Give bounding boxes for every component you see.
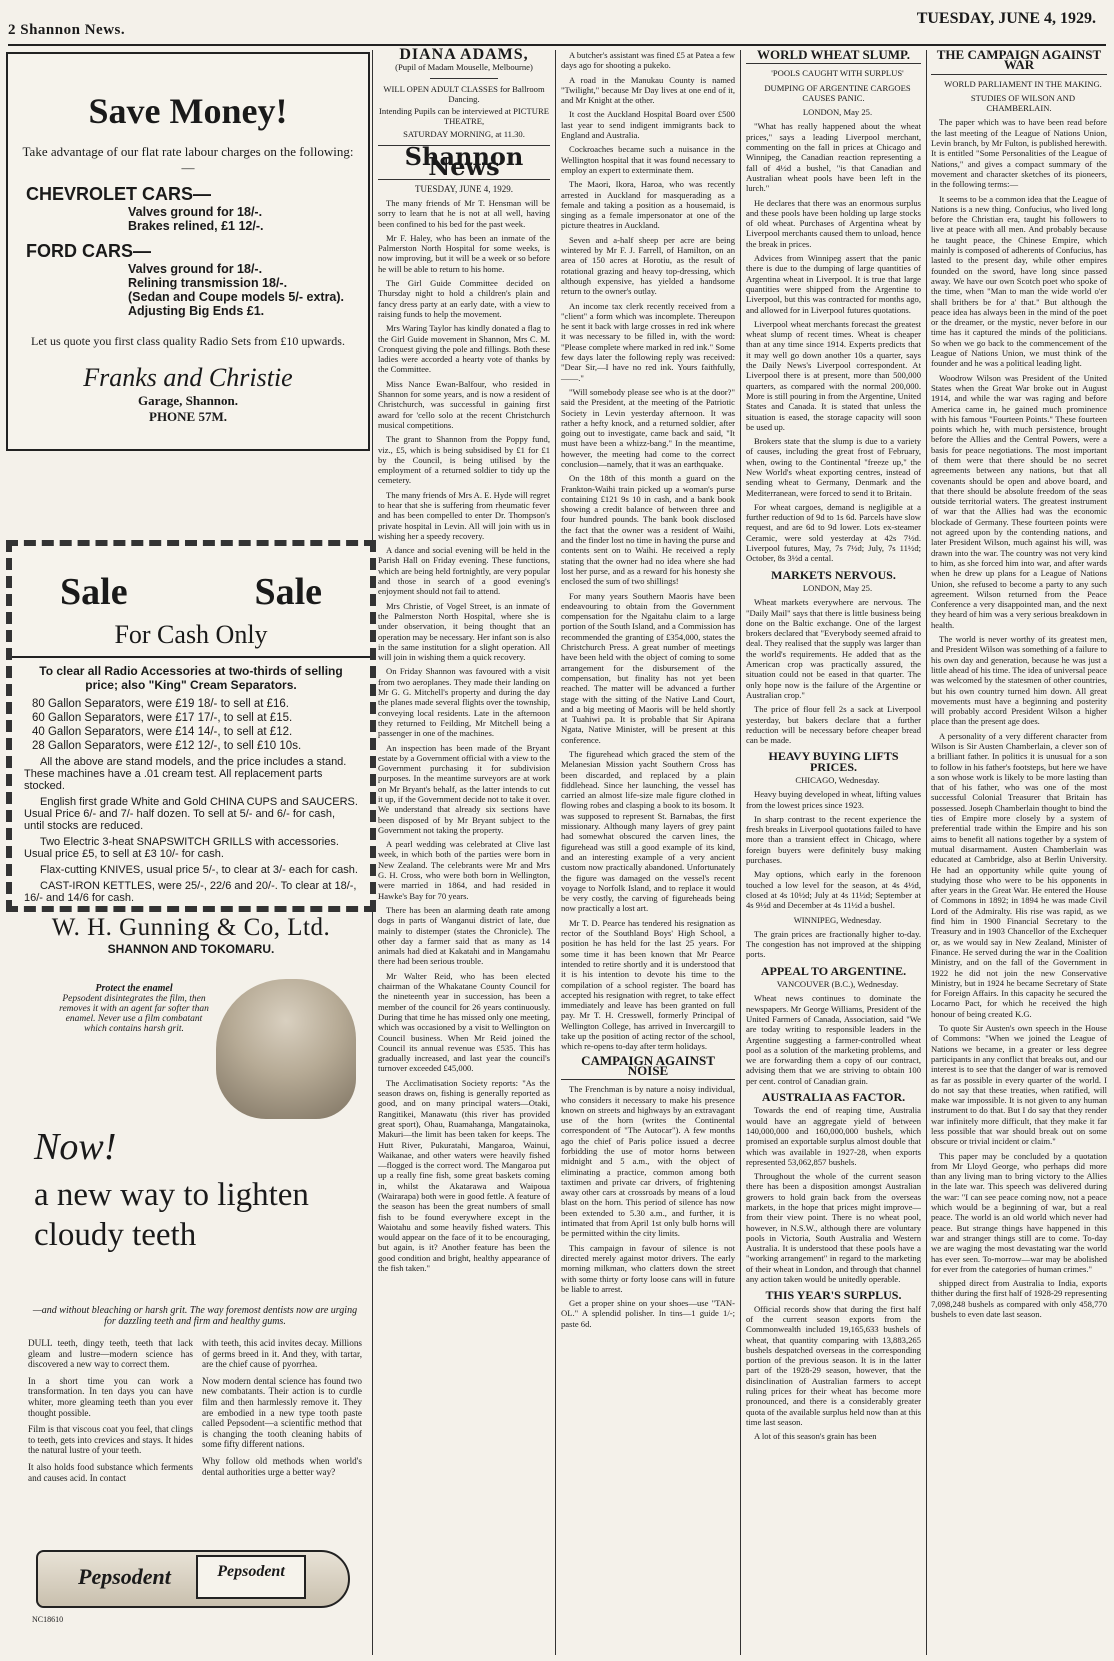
dateline: LONDON, May 25. <box>802 107 873 118</box>
ad-save-money <box>6 52 370 451</box>
ad-firm-address: Garage, Shannon. <box>137 393 239 408</box>
ad-diana-adams <box>378 46 550 139</box>
news-para: To quote Sir Austen's own speech in the House of Commons: "When we joined the League of Nations we became, in a greater or less degree participants in any conflict that breaks out, and our interest is to see that the danger of war is removed as far as possible in every quarter of the world. I do not say that these treaties, when ratified, will make war impossible. It is not given to any human instrument to do that. But I do say that they render war infinitely more difficult, that they make it far less possible that war should break out on some obscure or trivial incident or claim." <box>931 1023 1107 1147</box>
news-para: Mr F. Haley, who has been an inmate of the Palmerston North Hospital for some weeks, is now improving, but it will be a week or so before he will be able to return to his home. <box>378 232 550 274</box>
sale-para: All the above are stand models, and the price includes a stand. These machines have a .01 cream test. All replacement parts stocked. <box>24 756 347 792</box>
masthead <box>0 0 1114 46</box>
news-para: Seven and a-half sheep per acre are being wintered by Mr F. J. Farrell, of Hamilton, on an area of 150 acres at Horotiu, as the result of rotational grazing and heavy top-dressing, which although expensive, has yielded a handsome return to the owner's outlay. <box>561 234 735 297</box>
page-header-date: TUESDAY, JUNE 4, 1929. <box>916 10 1096 27</box>
news-para: The many friends of Mr T. Hensman will be sorry to learn that he is not at all well, having been confined to his bed for the past week. <box>378 197 550 229</box>
peps-para: It also holds food substance which ferments and causes acid. In contact <box>28 1461 193 1483</box>
article-heading: HEAVY BUYING LIFTS PRICES. <box>768 749 899 774</box>
news-para: On Friday Shannon was favoured with a visit from two aeroplanes. They made their landing on Mr G. G. Mitchell's property and during the day the planes made several flights over the township, conveying local residents. Late in the afternoon they returned to Feilding, Mr Mitchell being a passenger in one of the machines. <box>378 666 550 739</box>
news-para: There has been an alarming death rate among dogs in parts of Wanganui district of late, due mainly to distemper (states the Chronicle). The other day a farmer said that as many as 14 animals had died at Kakatahi and in Mangamahu there had been serious trouble. <box>378 904 550 967</box>
news-para: For wheat cargoes, demand is negligible at a further reduction of 9d to 1s 6d. Parcels have slow request, and are 6d to 9d lower. Lots ex-steamer Ceramic, were sold yesterday at 42s 7½d. Liverpool futures, May, 7s 7½d; July, 7s 11½d; October, 8s 3½d a cental. <box>746 501 921 564</box>
sale-item: 40 Gallon Separators, were £14 14/-, to sell at £12. <box>32 726 293 738</box>
news-para: Woodrow Wilson was President of the United States when the Great War broke out in August 1914, and while the war was raging and before America came in, he gained much prominence with his famous "Fourteen Points." These fourteen points which he, with much persistence, brought before the Allies and the Central Powers, were a basis for peace negotiations. The most important of them were that there should be no secret agreements between any nations, but that all covenants should be open and above board, and that there should be absolute freedom of the seas outside territorial waters. The greatest instrument of war that the Allies had was the economic blockade of Germany. These fourteen points were not agreed upon by the contending nations, and later President Wilson, much against his will, was drawn into the war. The country was not very kind to him, as she forced him into war, and after wards when he drew up plans for a League of Nations Union, she refused to become a party to any such agreement. Wilson returned from the Peace Conference a very disappointed man, and the next they heard of him was a very serious breakdown in health. <box>931 372 1107 630</box>
ad-sale <box>6 540 376 956</box>
sale-para: Flax-cutting KNIVES, usual price 5/-, to clear at 3/- each for cash. <box>40 864 358 876</box>
diana-open: WILL OPEN ADULT CLASSES for Ballroom Dancing. <box>383 83 545 104</box>
ad-brand: CHEVROLET CARS— <box>26 184 212 204</box>
sale-para: English first grade White and Gold CHINA CUPS and SAUCERS. Usual Price 6/- and 7/- half dozen. To sell at 5/- and 6/- for cash, until stocks are reduced. <box>24 796 358 832</box>
diana-interview: Intending Pupils can be interviewed at PICTURE THEATRE, <box>379 106 549 127</box>
article-heading: WORLD WHEAT SLUMP. <box>746 50 921 64</box>
news-para: Mrs Christie, of Vogel Street, is an inmate of the Palmerston North Hospital, where she is under observation, it being thought that an operation may be necessary. Her infant son is also in the same institution for a slight operation. All will join in wishing them a quick recovery. <box>378 600 550 663</box>
news-para: A road in the Manukau County is named "Twilight," because Mr Day lives at one end of it, and Mr Knight at the other. <box>561 74 735 106</box>
news-para: The Acclimatisation Society reports: "As the season draws on, fishing is generally reported as good, and on many principal waters—Otaki, Rangitikei, Manawatu (this river has provided great sport), Ohau, Ruamahanga, Mangatainoka, Makuri—the limit has been taken for keeps. The Hutt River, Pukuratahi, Mangaroa, Wainui, Waikanae, and other waters were heavily fished—flogged is the correct word. The Mangaroa put up a really fine fish, some great baskets coming in, whilst the Akatarawa and Waipoua (Wairarapa) both were in good fettle. A feature of the season has been the great numbers of small fish to be found everywhere except in the Waiotahu and some heavily fished waters. This would appear on the face of it to be encouraging, but again, is it? Another feature has been the good condition and bright, healthy appearance of the fish taken." <box>378 1077 550 1274</box>
article-heading: CAMPAIGN AGAINST NOISE <box>561 1056 735 1081</box>
column-local-news <box>378 46 550 1655</box>
news-para: The world is never worthy of its greatest men, and President Wilson was something of a failure to his own day and generation, because he was just a little ahead of his time. The idea of universal peace was welcomed by the statesmen of other countries, but his own country turned him down. All great movements must have a beginning and posterity will probably accord President Wilson a higher place than the present age does. <box>931 634 1107 727</box>
sale-intro: To clear all Radio Accessories at two-thirds of selling price; also "King" Cream Separators. <box>39 664 343 692</box>
ad-title: Save Money! <box>88 91 288 131</box>
news-para: Wheat markets everywhere are nervous. The "Daily Mail" says that there is little business being done on the Baltic exchange. One of the largest brokers declared that "Everybody seemed afraid to deal. They realised that the supply was larger than the world's requirements. He added that as the American crop was practically assured, the situation could not be eased in that quarter. The only hope now is the failure of the Argentine or Australian crop." <box>746 597 921 700</box>
sale-para: CAST-IRON KETTLES, were 25/-, 22/6 and 20/-. To clear at 18/-, 16/- and 14/6 for cash. <box>24 880 357 904</box>
woman-portrait-image <box>216 979 356 1119</box>
peps-para: with teeth, this acid invites decay. Millions of germs breed in it. And they, with tartar, are the chief cause of pyorrhea. <box>202 1338 362 1370</box>
news-para: Mr Walter Reid, who has been elected chairman of the Whakatane County Council for the nineteenth year in succession, has been a member of the council for 26 years continuously. During that time he has missed only one meeting, which was occasioned by a visit to Wellington on Council business. When Mr Reid joined the Council its annual revenue was £535. This has gradually increased, and last year the council's turnover exceeded £45,000. <box>378 970 550 1074</box>
page-header-left: 2 Shannon News. <box>8 22 126 38</box>
news-para: A pearl wedding was celebrated at Clive last week, in which both of the parties were born in New Zealand. The celebrants were Mr and Mrs G. H. Cross, who were both born in Wellington, were married in 1864, and had resided in Hawke's Bay for 70 years. <box>378 839 550 901</box>
sale-item: 60 Gallon Separators, were £17 17/-, to sell at £15. <box>32 712 293 724</box>
ad-line: Relining transmission 18/-. <box>128 276 288 290</box>
ad-line: Brakes relined, £1 12/-. <box>128 219 264 233</box>
news-para: The Frenchman is by nature a noisy individual, who considers it necessary to make his presence known on streets and highways by an extravagant use of the horn (writes the Continental correspondent of "The Autocar"). A few months ago the chief of Paris police issued a decree forbidding the use of motor horns between midnight and 5 a.m., with the object of eliminating a practice, common among both taxtimen and private car drivers, of frightening away other cars at crossroads by means of a loud blast on the horn. This period of silence has now been extended to 5.30 a.m., and further, it is intimated that from April 1st only bulb horns will be permitted within the city limits. <box>561 1084 735 1239</box>
paper-nameplate: Shannon News <box>378 145 550 180</box>
news-para: The many friends of Mrs A. E. Hyde will regret to hear that she is suffering from rheumatic fever and has been compelled to enter Dr. Thompson's private hospital in Levin. All will join with us in wishing her a speedy recovery. <box>378 489 550 541</box>
news-para: On the 18th of this month a guard on the Frankton-Waihi train picked up a woman's purse containing £121 9s 10 in cash, and a bank book showing a credit balance of between three and four hundred pounds. The bank book disclosed the fact that the owner was a resident of Waihi, and the finder lost no time in having the purse and contents sent on to Waihi. He received a reply stating that the owner had no idea where she had lost her purse, and as a reward for his honesty she enclosed the sum of two shillings! <box>561 473 735 587</box>
news-para: The paper which was to have been read before the last meeting of the League of Nations Union, Levin branch, by Mr Fulton, is published herewith. It is entitled "Some Personalities of the League of Nations," and gives a compact summary of the movement and character sketches of its pioneers, in the following terms:— <box>931 117 1107 190</box>
peps-para: In a short time you can work a transformation. In ten days you can have whiter, more gleaming teeth than you ever thought possible. <box>28 1375 193 1418</box>
ad-line: (Sedan and Coupe models 5/- extra). <box>128 290 345 304</box>
news-para: Throughout the whole of the current season there has been a disposition amongst Australian growers to hold grain back from the overseas markets, in the hope that prices might improve—from their view point. There is no wheat pool, however, in N.S.W., although there are voluntary pools in Victoria, South Australia and Western Australia. It is understood that these pools have a "working arrangement" in regard to the marketing of their wheat in London, and through that channel any action taken would be unitedly operable. <box>746 1171 921 1285</box>
news-para: The grant to Shannon from the Poppy fund, viz., £5, which is being subsidised by £1 for £1 by the Council, is being utilised by the employment of a returned soldier to tidy up the cemetery. <box>378 434 550 486</box>
peps-para: Why follow old methods when world's dental authorities urge a better way? <box>202 1455 362 1477</box>
article-heading: THIS YEAR'S SURPLUS. <box>765 1288 902 1303</box>
news-para: The grain prices are fractionally higher to-day. The congestion has not improved at the shipping ports. <box>746 928 921 960</box>
news-para: The figurehead which graced the stem of the Melanesian Mission yacht Southern Cross has been discarded, and replaced by a plain fiddlehead. Since her launching, the vessel has carried an almost life-size male figure clothed in flowing robes and clasping a book to its bosom. It was supposed to represent St. Barnabas, the first missionary. Although many layers of grey paint had somewhat obscured the carven lines, the figurehead was still a good example of its kind, and an interesting example of a very ancient custom now practically abandoned. Unfortunately the figure was damaged on the vessel's recent voyage to Norfolk Island, and to replace it would be very costly, the carving of figureheads being now practically a lost art. <box>561 749 735 914</box>
ad-brand: FORD CARS— <box>26 241 151 261</box>
news-para: This campaign in favour of silence is not directed merely against motor drivers. The early morning milkman, who clatters down the street with some thirty or forty loose cans will in future be liable to arrest. <box>561 1242 735 1294</box>
ad-firm-name: Franks and Christie <box>83 363 293 392</box>
news-para: Mrs Waring Taylor has kindly donated a flag to the Girl Guide movement in Shannon, Mrs C. M. Cronquest giving the pole and fillings. Both these ladies were accorded a hearty vote of thanks by the Committee. <box>378 323 550 375</box>
dateline: VANCOUVER (B.C.), Wednesday. <box>776 979 899 990</box>
article-heading: AUSTRALIA AS FACTOR. <box>761 1090 906 1105</box>
peps-protect-title: Protect the enamel <box>95 983 173 994</box>
ad-lead: Take advantage of our flat rate labour charges on the following:— <box>22 144 354 175</box>
diana-pupil: (Pupil of Madam Mouselle, Melbourne) <box>395 62 533 73</box>
column-rule <box>926 50 927 1655</box>
column-rule <box>555 50 556 1655</box>
peps-para: Film is that viscous coat you feel, that clings to teeth, gets into crevices and stays. It hides the natural lustre of your teeth. <box>28 1424 193 1456</box>
article-heading: APPEAL TO ARGENTINE. <box>760 963 907 978</box>
news-para: This paper may be concluded by a quotation from Mr Lloyd George, who perhaps did more than any living man to bring victory to the Allies in the late war. This speech was delivered during the war: "I can see peace coming now, not a peace which would be a beginning of war, but a real peace. The world is an old world which never had peace. But strange things have happened in this war and stranger things still are to come. To-day we are waging the most devastating war the world has ever seen. To-morrow—war may be abolished for ever from the categories of human crimes." <box>931 1150 1107 1274</box>
peps-now: Now! <box>34 1126 117 1168</box>
ad-pepsodent <box>6 975 364 1655</box>
sale-company: W. H. Gunning & Co, Ltd. <box>51 914 331 941</box>
news-para: Heavy buying developed in wheat, lifting values from the lowest prices since 1923. <box>746 789 921 810</box>
peps-body-right <box>202 1338 362 1483</box>
sale-address: SHANNON AND TOKOMARU. <box>107 942 275 956</box>
sale-para: Two Electric 3-heat SNAPSWITCH GRILLS with accessories. Usual price £5, to sell at £3 10/- for cash. <box>24 836 339 860</box>
news-para: The Girl Guide Committee decided on Thursday night to hold a children's plain and fancy dress party at an early date, with a view to raising funds to help the movement. <box>378 278 550 319</box>
ad-line: Valves ground for 18/-. <box>128 205 263 219</box>
peps-para: DULL teeth, dingy teeth, teeth that lack gleam and lustre—modern science has discovered a new way to correct them. <box>28 1338 193 1370</box>
toothpaste-box-image: Pepsodent <box>196 1555 306 1599</box>
article-subheading: 'POOLS CAUGHT WITH SURPLUS' <box>771 68 904 79</box>
dateline: LONDON, May 25. <box>802 582 873 593</box>
paper-date: TUESDAY, JUNE 4, 1929. <box>414 183 513 194</box>
ad-code: NC18610 <box>32 1615 64 1624</box>
column-wheat-slump <box>746 47 921 1655</box>
ad-line: Adjusting Big Ends £1. <box>128 304 265 318</box>
peps-subheadline: —and without bleaching or harsh grit. The way foremost dentists now are urging for dazzling teeth and firm and healthy gums. <box>32 1305 358 1327</box>
article-heading: MARKETS NERVOUS. <box>771 567 896 582</box>
news-para: May options, which early in the forenoon touched a low level for the season, at 4s 4½d, closed at 4s 10½d; July at 4s 11½d; September at 4s 9½d and December at 4s 11½d a bushel. <box>746 869 921 911</box>
news-para: "What has really happened about the wheat prices," says a leading Liverpool merchant, commenting on the fall in prices at Chicago and Winnipeg, the Canadian reaction representing a fall of 4½d a bushel, "is that Canadian and Australian wheat pools have been left in the lurch." <box>746 121 921 194</box>
diana-name: DIANA ADAMS, <box>399 46 529 63</box>
article-heading: THE CAMPAIGN AGAINST WAR <box>931 50 1107 75</box>
dateline: CHICAGO, Wednesday. <box>795 775 880 785</box>
news-para: An inspection has been made of the Bryant estate by a Government official with a view to the Government purchasing it for subdivision purposes. In the meantime surveyors are at work on Mr Bryant's behalf, as the latter intends to cut it up, if the Government decide not to take it over. We understand that already six sections have been disposed of by Mr Bryant subject to the Government not taking the property. <box>378 742 550 835</box>
diana-when: SATURDAY MORNING, at 11.30. <box>403 128 525 139</box>
news-para: Mr T. D. Pearce has tendered his resignation as rector of the Southland Boys' High School, a position he has held for the last 25 years. For some time it has been known that Mr Pearce intended to retire shortly and it is understood that it is his intention to devote his time to the compilation of a school register. The board has accepted his resignation with regret, to take effect immediately and leave has been granted on full pay. Mr T. H. Cresswell, formerly Principal of Wellington College, has arrived in Invercargill to take up the position of acting rector of the school, which re-opens to-day after term holidays. <box>561 917 735 1052</box>
news-para: A personality of a very different character from Wilson is Sir Austen Chamberlain, a clever son of a brilliant father. In politics it is unusual for a son to follow in his father's footsteps, but here we have a son whose work is likely to be more lasting than that of his father, who was one of the most successful Colonial Treasurer that Britain has possessed. Joseph Chamberlain thought to bind the ties of Empire more closely by a system of preferential trade within the Empire and his son aims to benefit all nations together by a system of mutual disarmament. Austen Chamberlain was educated at Cambridge, also at Berlin University. He had an opportunity while quite young of studying those who were to be his opponents in after years in the Great War. He entered the House of Commons in 1892; in 1894 he was made Civil Lord of the Admiralty. His rise was rapid, as we find him in 1900 Financial Secretary to the Treasury and in 1903 Chancellor of the Exchequer or, as we would say in New Zealand, Minister of Finance. He served during the war in the Coalition Ministry, and on the fall of the Government in 1922 he did not join the new Conservative Ministry, but in 1924 he became Secretary of State for Foreign Affairs. In this capacity he secured the Locarno Pact, for which he received the high honour of being created K.G. <box>931 730 1107 1019</box>
peps-para: Now modern dental science has found two new combatants. Their action is to curdle film and then harmlessly remove it. They are embodied in a new type tooth paste called Pepsodent—a scientific method that is changing the tooth cleaning habits of some fifty different nations. <box>202 1375 362 1450</box>
ad-radio-offer: Let us quote you first class quality Radio Sets from £10 upwards. <box>31 334 345 348</box>
news-para: shipped direct from Australia to India, exports thither during the first half of 1928-29 representing 7,098,248 bushels as compared with only 458,770 bushels to even date last season. <box>931 1278 1107 1320</box>
column-rule <box>740 50 741 1655</box>
news-para: For many years Southern Maoris have been endeavouring to obtain from the Government compensation for the Ngaitahu claim to a large portion of the South Island, and a Commission has recommended the granting of £354,000, states the Christchurch Press. A great number of meetings have been held with the object of coming to some arrangement for the disbursement of the compensation, but finality has not yet been reached. The matter will be advanced a further stage with the sitting of the Native Land Court, and a big meeting of Maoris will be held shortly at Tuahiwi pa. It is probable that Sir Apirana Ngata, Native Minister, will be present at this conference. <box>561 590 736 745</box>
column-campaign-against-war <box>931 47 1107 1655</box>
peps-protect-note <box>54 983 214 1034</box>
column-general-news <box>561 50 735 1655</box>
news-para: "Will somebody please see who is at the door?" said the President, at the meeting of the Patriotic Society in Levin yesterday afternoon. It was rather a hefty knock, and a returned soldier, after going out to investigate, came back and said, "It must have been a whizz-bang." In the meantime, however, the meeting had come to the correct conclusion—namely, that it was an earthquake. <box>561 386 735 469</box>
news-para: Towards the end of reaping time, Australia would have an aggregate yield of between 140,000,000 and 160,000,000 bushels, which promised an exportable surplus almost double that which was available in 1927-28, when exports represented 53,062,857 bushels. <box>746 1105 921 1167</box>
news-para: It seems to be a common idea that the League of Nations is a new thing. Confucius, who lived long before the Christian era, taught his followers to live at peace with all men. And probably because he taught peace, the Chinese Empire, which mainly is composed of adherents of Confucius, has lasted to the present day, while other empires founded on the sword, have long since passed away. We have our own Scotch poet who spoke of the time, when "Man to man the wide world o'er shall brithers be for a' that." But although the peace idea has always been in the mind of the poet or the dreamer, or the mystic, never before in our time has it captured the minds of the politicians. So when we go back to the commencement of the League of Nations Union, we must think of the founder and he was a political leading light. <box>931 193 1107 369</box>
sale-word: Sale <box>60 571 128 613</box>
news-para: Wheat news continues to dominate the newspapers. Mr George Williams, President of the United Farmers of Canada, Association, said "We are today writing to responsible leaders in the Argentine suggesting a farmer-controlled wheat pool as a solution of the marketing problems, and we are forwarding them a copy of our contract, advising them that we are striving to obtain 100 per cent. control of Canadian grain. <box>746 993 921 1086</box>
ad-firm-phone: PHONE 57M. <box>149 409 227 424</box>
news-para: He declares that there was an enormous surplus and these pools have been holding up large stocks of old wheat. Purchases of Argentina wheat by Liverpool merchants caused them to unload, hence the break in prices. <box>746 197 921 249</box>
peps-headline: a new way to lighten cloudy teeth <box>34 1177 309 1253</box>
peps-body-left <box>28 1338 193 1489</box>
news-para: A butcher's assistant was fined £5 at Patea a few days ago for shooting a pukeko. <box>561 50 735 71</box>
dateline: WINNIPEG, Wednesday. <box>793 914 882 925</box>
sale-item: 28 Gallon Separators, were £12 12/-, to sell £10 10s. <box>32 740 302 752</box>
news-para: Advices from Winnipeg assert that the panic there is due to the dumping of large quantities of Argentina wheat in Liverpool. It is true that large quantities were shipped from the Argentine to Liverpool, but this was contracted for months ago, and allowed for in Liverpool futures quotations. <box>746 253 921 315</box>
news-para: It cost the Auckland Hospital Board over £500 last year to send indigent immigrants back to England and Australia. <box>561 109 735 141</box>
news-para: Official records show that during the first half of the current season exports from the Commonwealth included 19,165,633 bushels of wheat, that quantity comparing with 13,883,265 bushels despatched overseas in the corresponding portion of the previous season. It is in the latter part of the 1928-29 season, however, that the disinclination of Australian farmers to accept ruling prices for their wheat has become more pronounced, and there is a considerably greater quota of the available surplus held now than at this time last season. <box>746 1303 921 1427</box>
article-subheading: DUMPING OF ARGENTINE CARGOES CAUSES PANIC. <box>764 82 911 103</box>
news-para: In sharp contrast to the recent experience the fresh breaks in Liverpool quotations failed to have more than a transient effect in Chicago, where foreign buyers were definitely busy making purchases. <box>746 813 921 866</box>
news-para: Cockroaches became such a nuisance in the Wellington hospital that it was found necessary to employ an expert to exterminate them. <box>561 144 735 175</box>
tube-label: Pepsodent <box>78 1564 171 1589</box>
sale-cash-only: For Cash Only <box>12 620 370 658</box>
article-subheading: WORLD PARLIAMENT IN THE MAKING. <box>944 78 1102 89</box>
news-para: The price of flour fell 2s a sack at Liverpool yesterday, but bakers declare that a further reduction will be necessary before cheaper bread can be made. <box>746 704 921 746</box>
peps-protect-text: Pepsodent disintegrates the film, then removes it with an agent far softer than enamel. Never use a film combatant which contains harsh grit. <box>59 994 209 1034</box>
sale-word: Sale <box>254 571 322 613</box>
header-rule <box>8 44 1106 46</box>
news-para: An income tax clerk recently received from a "client" a form which was incomplete. Thereupon he sent it back with large crosses in red ink where it was necessary to be filled in, with the word: "Please complete where marked in red ink." Some few days later the following reply was received: "Dear Sir,—I have no red ink. Yours faithfully, ——." <box>561 300 735 383</box>
article-subheading: STUDIES OF WILSON AND CHAMBERLAIN. <box>970 92 1076 114</box>
news-para: Liverpool wheat merchants forecast the greatest wheat slump of recent times. Wheat is cheaper than at any time since 1914. Experts predicts that it may well go down another 10s a quarter, says the Daily News's Liverpool correspondent. At Liverpool there is at present, more than 500,000 quarters, as compared with the normal 200,000. More is still pouring in from the Argentine, United States and Canada. It is stated that unless the situation is eased, the storage capacity will soon be used up. <box>746 318 921 432</box>
sale-item: 80 Gallon Separators, were £19 18/- to sell at £16. <box>32 698 289 710</box>
news-para: Brokers state that the slump is due to a variety of causes, including the great frost of February, when, owing to the Continental "freeze up," the New World's wheat exporting centres, instead of sending wheat to Germany, Denmark and the Mediterranean, were forced to send it to Britain. <box>746 436 921 498</box>
news-para: A lot of this season's grain has been <box>754 1431 877 1442</box>
news-para: The Maori, Ikora, Haroa, who was recently arrested in Auckland for masquerading as a female and taking a position as a housemaid, is singing as a female impersonator at one of the picture theatres in Auckland. <box>561 179 735 231</box>
tan-ol-ad: Get a proper shine on your shoes—use "TAN-OL." A splendid polisher. In tins—1 guide 1/-; paste 6d. <box>561 1298 735 1329</box>
news-para: Miss Nance Ewan-Balfour, who resided in Shannon for some years, and is now a resident of Christchurch, was successful in gaining first award for 'cello solo at the recent Christchurch musical competitions. <box>378 378 550 430</box>
news-para: A dance and social evening will be held in the Parish Hall on Friday evening. These functions, which are being held fortnightly, are very popular and those in search of a good evening's enjoyment should not fail to attend. <box>378 545 550 597</box>
ad-line: Valves ground for 18/-. <box>128 262 263 276</box>
